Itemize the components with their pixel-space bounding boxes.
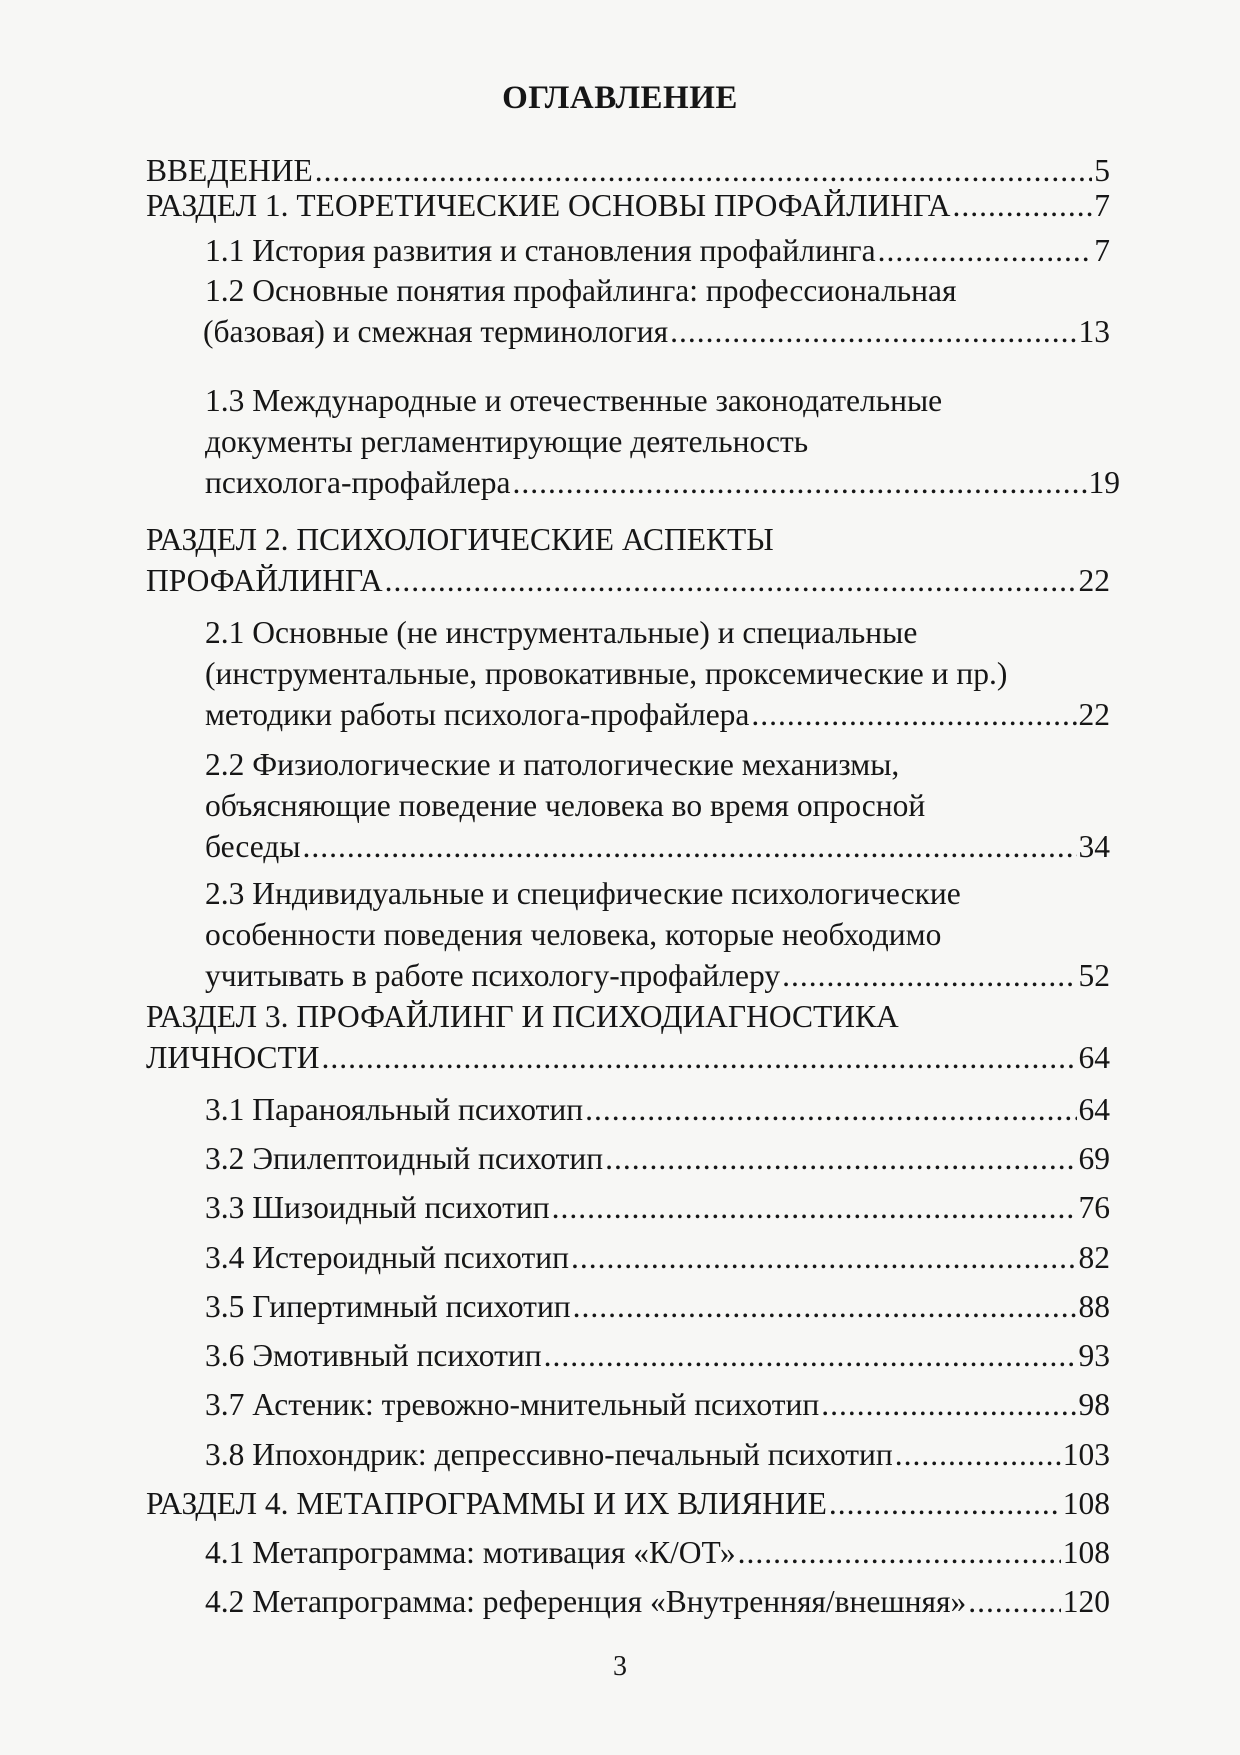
toc-entry-text: документы регламентирующие деятельность: [205, 424, 809, 459]
toc-page-number: 13: [1078, 314, 1110, 349]
toc-entry-text: методики работы психолога-профайлера: [205, 697, 750, 732]
toc-page-number: 88: [1078, 1289, 1110, 1324]
dot-leader: [573, 1286, 1077, 1327]
toc-entry-text: РАЗДЕЛ 4. МЕТАПРОГРАММЫ И ИХ ВЛИЯНИЕ: [146, 1486, 827, 1521]
toc-entry[interactable]: [205, 380, 1120, 503]
toc-entry-text: (инструментальные, провокативные, проксемические и пр.): [205, 656, 1008, 691]
toc-entry-text: 4.1 Метапрограмма: мотивация «К/ОТ»: [205, 1535, 736, 1570]
dot-leader: [552, 1187, 1077, 1228]
toc-page-number: 7: [1094, 233, 1110, 268]
toc-entry-text: беседы: [205, 829, 301, 864]
toc-entry-text: ПРОФАЙЛИНГА: [146, 563, 383, 598]
toc-entry-text: 1.2 Основные понятия профайлинга: профессиональная: [205, 273, 957, 308]
dot-leader: [605, 1138, 1076, 1179]
dot-leader: [829, 1483, 1061, 1524]
toc-page-number: 64: [1078, 1040, 1110, 1075]
toc-page-number: 19: [1088, 465, 1120, 500]
toc-entry[interactable]: [205, 1089, 1110, 1130]
toc-entry[interactable]: [205, 873, 1110, 996]
toc-entry[interactable]: [205, 1237, 1110, 1278]
toc-entry-text: учитывать в работе психологу-профайлеру: [205, 958, 781, 993]
toc-entry[interactable]: [146, 519, 1110, 601]
toc-page-number: 103: [1062, 1437, 1110, 1472]
toc-page-number: 108: [1062, 1535, 1110, 1570]
toc-entry-text: 2.2 Физиологические и патологические механизмы,: [205, 747, 900, 782]
toc-entry-text: 3.2 Эпилептоидный психотип: [205, 1141, 604, 1176]
dot-leader: [571, 1237, 1077, 1278]
toc-entry[interactable]: [205, 1581, 1110, 1622]
toc-entry[interactable]: [146, 996, 1110, 1078]
dot-leader: [782, 955, 1076, 996]
toc-entry-text: РАЗДЕЛ 1. ТЕОРЕТИЧЕСКИЕ ОСНОВЫ ПРОФАЙЛИНГА: [146, 188, 951, 223]
dot-leader: [321, 1037, 1076, 1078]
toc-page-number: 82: [1078, 1240, 1110, 1275]
toc-page-number: 52: [1078, 958, 1110, 993]
toc-entry-text: РАЗДЕЛ 3. ПРОФАЙЛИНГ И ПСИХОДИАГНОСТИКА: [146, 999, 899, 1034]
toc-entry-text: 3.3 Шизоидный психотип: [205, 1190, 550, 1225]
toc-entry[interactable]: [146, 185, 1110, 226]
toc-entry[interactable]: [146, 1483, 1110, 1524]
toc-page-number: 108: [1062, 1486, 1110, 1521]
toc-page-number: 22: [1078, 697, 1110, 732]
dot-leader: [512, 462, 1086, 503]
toc-page-number: 34: [1078, 829, 1110, 864]
toc-entry[interactable]: [205, 1187, 1110, 1228]
toc-entry-text: РАЗДЕЛ 2. ПСИХОЛОГИЧЕСКИЕ АСПЕКТЫ: [146, 522, 774, 557]
toc-entry-text: 3.7 Астеник: тревожно-мнительный психотип: [205, 1387, 820, 1422]
toc-entry-text: 1.1 История развития и становления профайлинга: [205, 233, 876, 268]
dot-leader: [878, 230, 1093, 271]
dot-leader: [585, 1089, 1076, 1130]
toc-entry[interactable]: [205, 1138, 1110, 1179]
toc-entry[interactable]: [205, 1384, 1110, 1425]
dot-leader: [895, 1434, 1061, 1475]
toc-entry[interactable]: [205, 1532, 1110, 1573]
toc-page-number: 64: [1078, 1092, 1110, 1127]
toc-page-number: 22: [1078, 563, 1110, 598]
toc-entry-text: 3.8 Ипохондрик: депрессивно-печальный психотип: [205, 1437, 893, 1472]
toc-entry[interactable]: [205, 1286, 1110, 1327]
toc-page-number: 5: [1094, 153, 1110, 188]
toc-entry[interactable]: [205, 270, 1110, 352]
toc-page-number: 120: [1062, 1584, 1110, 1619]
toc-entry[interactable]: [205, 1434, 1110, 1475]
toc-entry[interactable]: [205, 230, 1110, 271]
toc-page-number: 98: [1078, 1387, 1110, 1422]
toc-page-number: 69: [1078, 1141, 1110, 1176]
dot-leader: [544, 1335, 1077, 1376]
toc-entry-text: 3.1 Паранояльный психотип: [205, 1092, 584, 1127]
dot-leader: [670, 311, 1076, 352]
dot-leader: [821, 1384, 1076, 1425]
toc-entry[interactable]: [205, 1335, 1110, 1376]
toc-entry-text: 3.6 Эмотивный психотип: [205, 1338, 542, 1373]
toc-entry[interactable]: [205, 744, 1110, 867]
toc-entry-text: (базовая) и смежная терминология: [203, 314, 669, 349]
page-title: ОГЛАВЛЕНИЕ: [502, 80, 738, 116]
toc-page-number: 93: [1078, 1338, 1110, 1373]
toc-entry-text: 4.2 Метапрограмма: референция «Внутренняя/внешняя»: [205, 1584, 967, 1619]
toc-entry-text: 2.1 Основные (не инструментальные) и специальные: [205, 615, 918, 650]
toc-page-number: 7: [1094, 188, 1110, 223]
dot-leader: [751, 694, 1076, 735]
dot-leader: [738, 1532, 1061, 1573]
toc-entry-text: ЛИЧНОСТИ: [146, 1040, 320, 1075]
toc-page-number: 76: [1078, 1190, 1110, 1225]
toc-entry-text: 3.4 Истероидный психотип: [205, 1240, 569, 1275]
toc-entry-text: особенности поведения человека, которые необходимо: [205, 917, 942, 952]
toc-entry-text: 2.3 Индивидуальные и специфические психологические: [205, 876, 961, 911]
dot-leader: [968, 1581, 1061, 1622]
toc-entry-text: 1.3 Международные и отечественные законодательные: [205, 383, 943, 418]
toc-entry-text: объясняющие поведение человека во время опросной: [205, 788, 926, 823]
toc-entry-text: 3.5 Гипертимный психотип: [205, 1289, 571, 1324]
dot-leader: [303, 826, 1077, 867]
dot-leader: [385, 560, 1077, 601]
toc-entry[interactable]: [205, 612, 1110, 735]
dot-leader: [953, 185, 1093, 226]
toc-entry-text: ВВЕДЕНИЕ: [146, 153, 313, 188]
page-number: 3: [613, 1651, 627, 1682]
toc-entry-text: психолога-профайлера: [205, 465, 511, 500]
